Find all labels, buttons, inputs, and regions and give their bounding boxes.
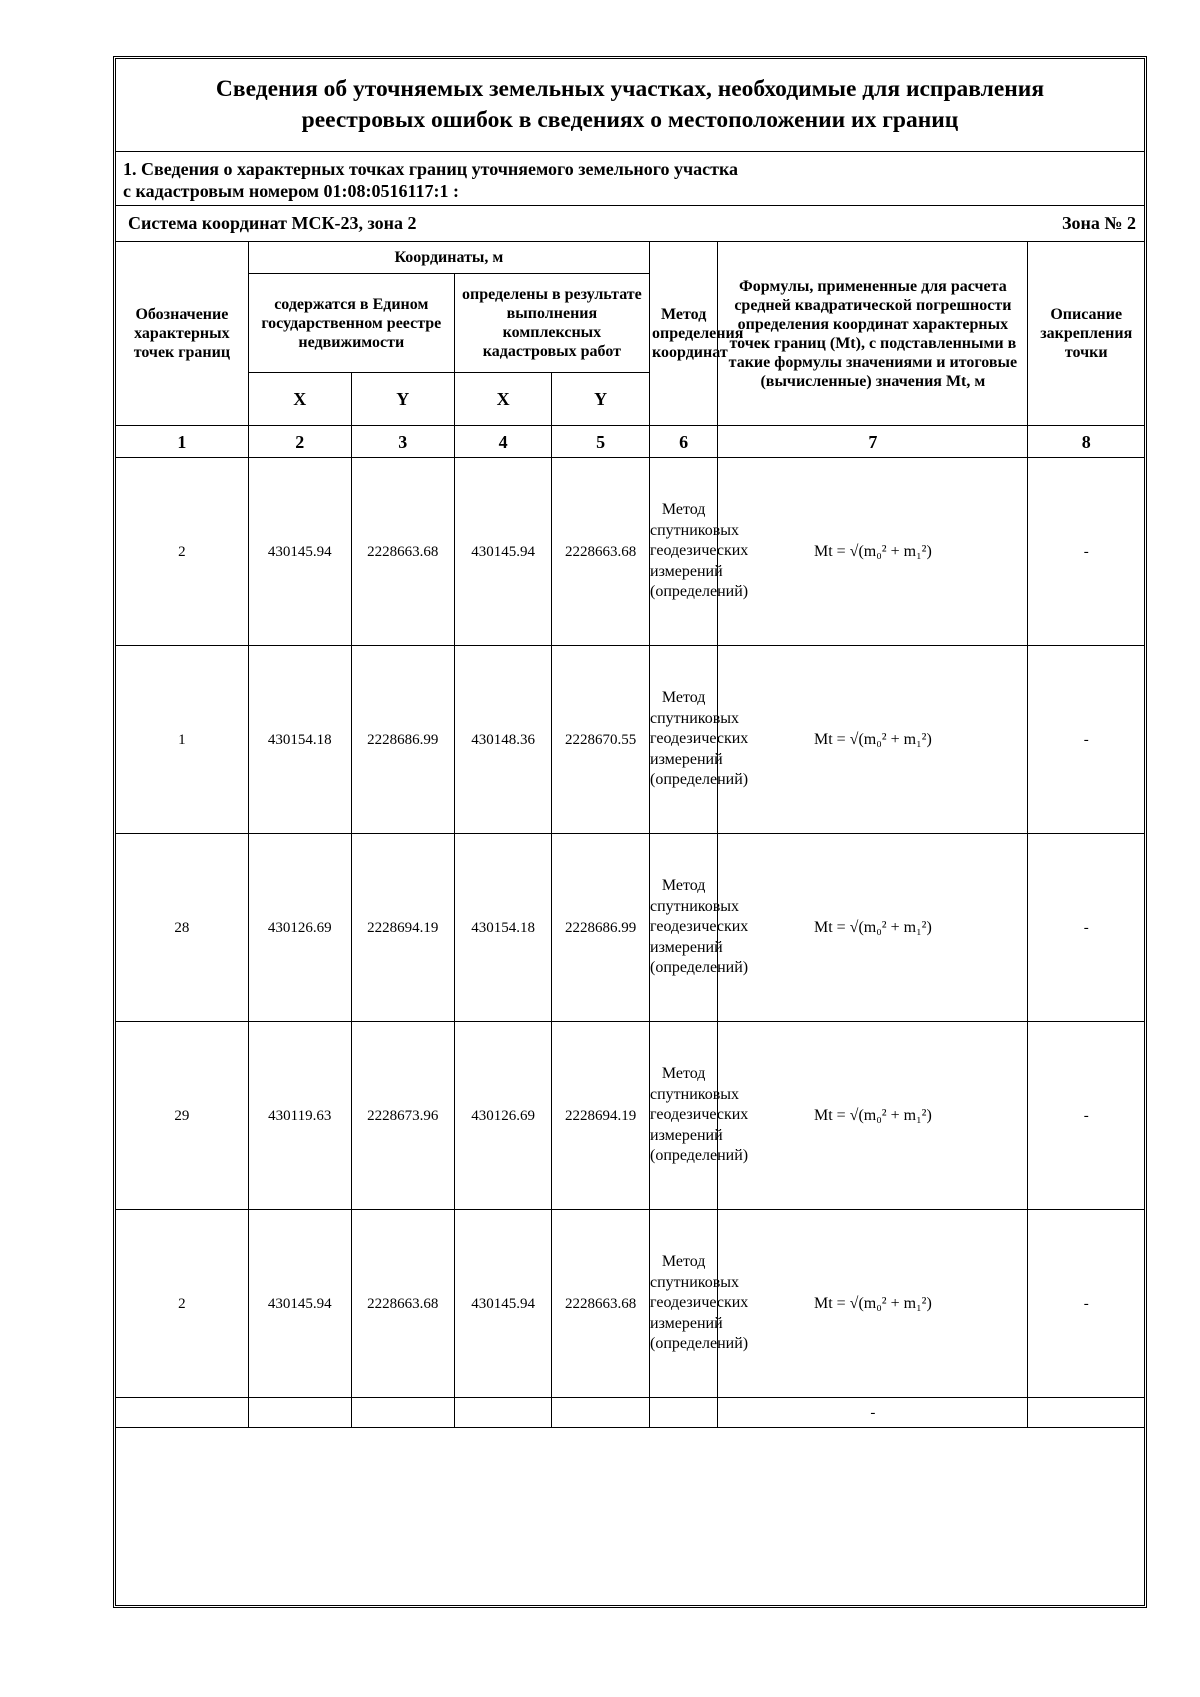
- x-egrn-cell: 430154.18: [248, 646, 351, 834]
- trailing-row: [116, 1398, 1144, 1428]
- header-egrn: содержатся в Едином государственном реестре недвижимости: [248, 274, 454, 373]
- column-number: 4: [454, 426, 552, 458]
- table-row: [116, 646, 1144, 834]
- method-cell: Метод спутниковых геодезических измерений (определений): [650, 1210, 718, 1398]
- zone-label: Зона № 2: [1062, 213, 1136, 233]
- column-numbers-row: [116, 426, 1144, 458]
- header-row-1: [116, 242, 1144, 274]
- document-frame: [113, 56, 1147, 1608]
- header-x-egrn: X: [248, 373, 351, 426]
- header-formulas: Формулы, примененные для расчета средней квадратической погрешности определения координат характерных точек границ (Mt), с подставленными в такие формулы значениями и итоговые (вычисленные) значения Mt, м: [718, 242, 1028, 426]
- x-new-cell: 430148.36: [454, 646, 552, 834]
- table-row: [116, 458, 1144, 646]
- trailing-formula-cell: -: [718, 1398, 1028, 1428]
- empty-cell: [248, 1398, 351, 1428]
- header-y-new: Y: [552, 373, 650, 426]
- y-egrn-cell: 2228694.19: [351, 834, 454, 1022]
- column-number: 1: [116, 426, 248, 458]
- description-cell: -: [1028, 1210, 1144, 1398]
- formula-cell: Mt = √(m₀² + m₁²): [718, 834, 1028, 1022]
- header-method: Метод определения координат: [650, 242, 718, 426]
- header-y-egrn: Y: [351, 373, 454, 426]
- column-number: 8: [1028, 426, 1144, 458]
- y-egrn-cell: 2228673.96: [351, 1022, 454, 1210]
- x-new-cell: 430126.69: [454, 1022, 552, 1210]
- point-cell: 29: [116, 1022, 248, 1210]
- column-number: 5: [552, 426, 650, 458]
- header-point-designation: Обозначение характерных точек границ: [116, 242, 248, 426]
- point-cell: 1: [116, 646, 248, 834]
- table-row: [116, 1210, 1144, 1398]
- document-title: [116, 59, 1144, 152]
- empty-cell: [454, 1398, 552, 1428]
- description-cell: -: [1028, 1022, 1144, 1210]
- method-cell: Метод спутниковых геодезических измерений (определений): [650, 458, 718, 646]
- y-new-cell: 2228663.68: [552, 458, 650, 646]
- y-new-cell: 2228663.68: [552, 1210, 650, 1398]
- point-cell: 2: [116, 1210, 248, 1398]
- empty-cell: [650, 1398, 718, 1428]
- formula-cell: Mt = √(m₀² + m₁²): [718, 458, 1028, 646]
- y-new-cell: 2228686.99: [552, 834, 650, 1022]
- x-egrn-cell: 430119.63: [248, 1022, 351, 1210]
- table-row: [116, 834, 1144, 1022]
- section-line-1: 1. Сведения о характерных точках границ уточняемого земельного участка: [123, 159, 739, 179]
- column-number: 2: [248, 426, 351, 458]
- y-new-cell: 2228670.55: [552, 646, 650, 834]
- method-cell: Метод спутниковых геодезических измерений (определений): [650, 834, 718, 1022]
- title-line-2: реестровых ошибок в сведениях о местоположении их границ: [301, 107, 959, 133]
- formula-cell: Mt = √(m₀² + m₁²): [718, 1022, 1028, 1210]
- x-egrn-cell: 430145.94: [248, 458, 351, 646]
- column-number: 6: [650, 426, 718, 458]
- x-egrn-cell: 430145.94: [248, 1210, 351, 1398]
- method-cell: Метод спутниковых геодезических измерений (определений): [650, 1022, 718, 1210]
- coordinate-system-label: Система координат МСК-23, зона 2: [128, 213, 417, 233]
- header-determined: определены в результате выполнения комплексных кадастровых работ: [454, 274, 649, 373]
- empty-cell: [116, 1398, 248, 1428]
- section-line-2: с кадастровым номером 01:08:0516117:1 :: [123, 181, 460, 201]
- column-number: 3: [351, 426, 454, 458]
- y-egrn-cell: 2228663.68: [351, 1210, 454, 1398]
- x-new-cell: 430154.18: [454, 834, 552, 1022]
- point-cell: 28: [116, 834, 248, 1022]
- empty-cell: [552, 1398, 650, 1428]
- empty-cell: [1028, 1398, 1144, 1428]
- y-new-cell: 2228694.19: [552, 1022, 650, 1210]
- y-egrn-cell: 2228663.68: [351, 458, 454, 646]
- description-cell: -: [1028, 458, 1144, 646]
- formula-cell: Mt = √(m₀² + m₁²): [718, 646, 1028, 834]
- x-egrn-cell: 430126.69: [248, 834, 351, 1022]
- header-description: Описание закрепления точки: [1028, 242, 1144, 426]
- description-cell: -: [1028, 646, 1144, 834]
- empty-cell: [351, 1398, 454, 1428]
- header-coordinates: Координаты, м: [248, 242, 649, 274]
- point-cell: 2: [116, 458, 248, 646]
- title-line-1: Сведения об уточняемых земельных участках, необходимые для исправления: [215, 76, 1045, 102]
- coordinate-system-row: [116, 206, 1144, 241]
- x-new-cell: 430145.94: [454, 458, 552, 646]
- header-x-new: X: [454, 373, 552, 426]
- section-heading: [116, 152, 1144, 206]
- formula-cell: Mt = √(m₀² + m₁²): [718, 1210, 1028, 1398]
- column-number: 7: [718, 426, 1028, 458]
- x-new-cell: 430145.94: [454, 1210, 552, 1398]
- method-cell: Метод спутниковых геодезических измерений (определений): [650, 646, 718, 834]
- points-table: [116, 241, 1144, 1428]
- y-egrn-cell: 2228686.99: [351, 646, 454, 834]
- description-cell: -: [1028, 834, 1144, 1022]
- table-row: [116, 1022, 1144, 1210]
